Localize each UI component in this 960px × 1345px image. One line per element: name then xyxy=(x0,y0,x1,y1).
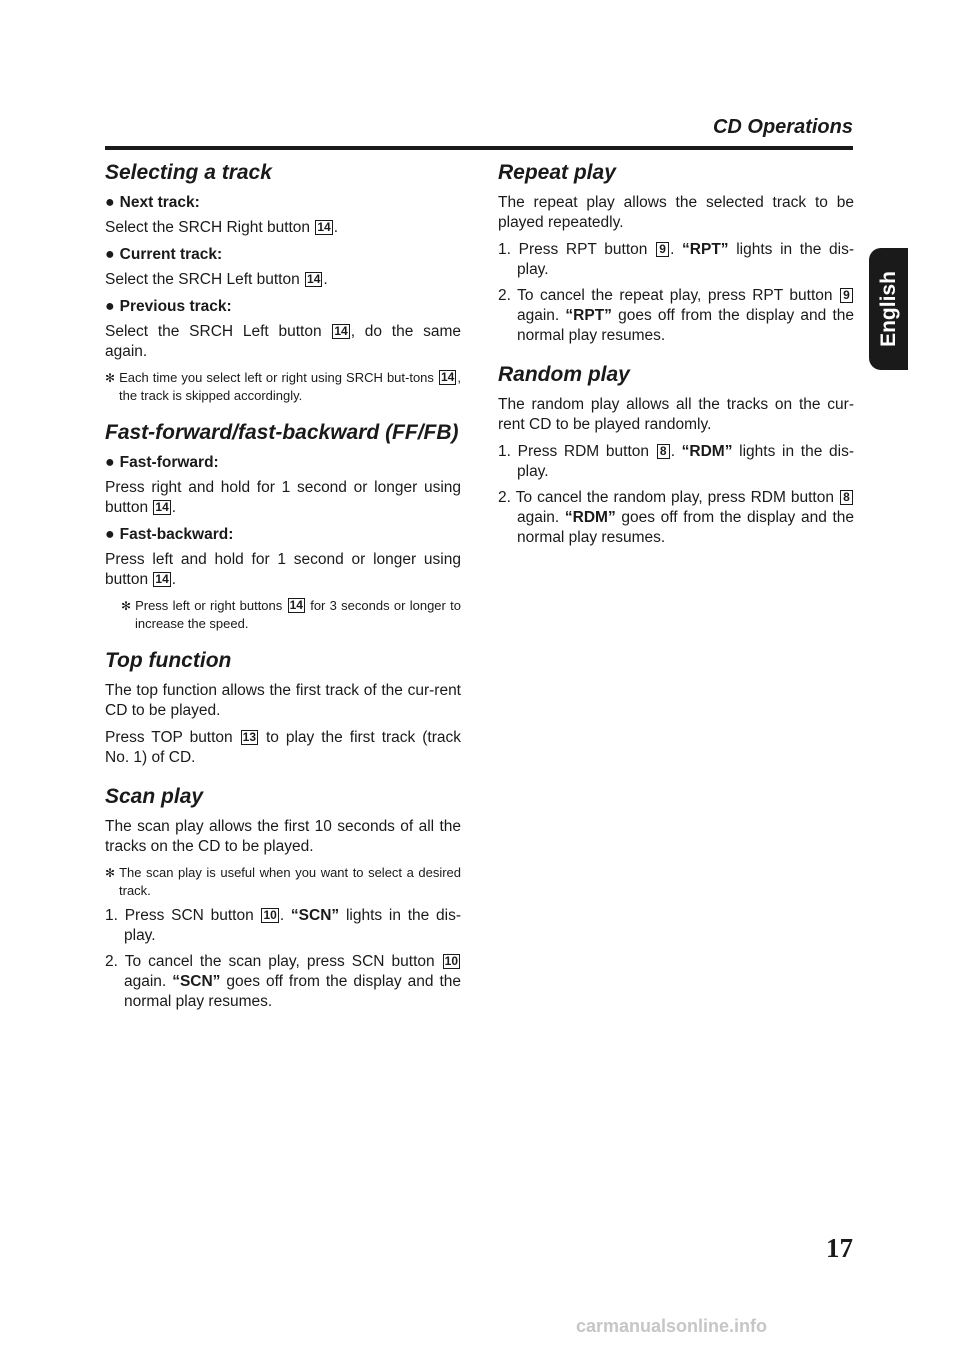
top-function-instr: Press TOP button 13 to play the first track (track No. 1) of CD. xyxy=(105,729,461,766)
button-ref-14: 14 xyxy=(155,572,169,586)
heading-scan-play: Scan play xyxy=(105,785,204,808)
button-ref-9: 9 xyxy=(656,242,669,257)
page-header xyxy=(105,114,853,150)
note-scan: ✻ The scan play is useful when you want to select a desired track. xyxy=(105,865,461,898)
button-ref-8: 8 xyxy=(657,444,670,459)
footer-watermark: carmanualsonline.info xyxy=(576,1316,768,1336)
heading-selecting-track: Selecting a track xyxy=(105,161,272,184)
heading-ff-fb: Fast-forward/fast-backward (FF/FB) xyxy=(105,421,459,444)
random-step-1: 1. Press RDM button 8 . “RDM” lights in the dis-play. xyxy=(498,443,854,480)
current-track-text: Select the SRCH Left button 14 . xyxy=(105,271,328,288)
random-step-2: 2. To cancel the random play, press RDM button 8 again. “RDM” goes off from the display and the normal play resumes. xyxy=(498,489,855,546)
asterisk-icon: ✻ xyxy=(105,371,116,385)
bullet-previous-track: ● Previous track: xyxy=(105,298,232,315)
repeat-step-2: 2. To cancel the repeat play, press RPT button 9 again. “RPT” goes off from the display and the normal play resumes. xyxy=(498,287,854,344)
button-ref-14: 14 xyxy=(155,500,169,514)
left-column xyxy=(105,160,461,1018)
previous-track-text: Select the SRCH Left button 14 , do the same again. xyxy=(105,323,462,360)
section-title: CD Operations xyxy=(712,116,853,138)
fast-backward-text: Press left and hold for 1 second or longer using button 14 . xyxy=(105,551,461,588)
bullet-current-track: ● Current track: xyxy=(105,246,223,263)
asterisk-icon: ✻ xyxy=(105,866,116,880)
bullet-icon: ● xyxy=(105,454,115,471)
button-ref-9: 9 xyxy=(840,288,853,303)
button-ref-14: 14 xyxy=(289,598,303,612)
bullet-next-track: ● Next track: xyxy=(105,194,200,211)
note-speed: ✻ Press left or right buttons 14 for 3 seconds or longer to increase the speed. xyxy=(121,598,461,631)
heading-top-function: Top function xyxy=(105,649,232,672)
scan-play-desc: The scan play allows the first 10 seconds of all the tracks on the CD to be played. xyxy=(105,818,461,855)
bullet-icon: ● xyxy=(105,246,115,263)
random-play-desc: The random play allows all the tracks on the cur-rent CD to be played randomly. xyxy=(498,396,854,433)
bullet-icon: ● xyxy=(105,526,115,543)
next-track-text: Select the SRCH Right button 14 . xyxy=(105,219,339,236)
bullet-icon: ● xyxy=(105,194,115,211)
button-ref-8: 8 xyxy=(840,490,853,505)
button-ref-14: 14 xyxy=(317,220,331,234)
top-function-desc: The top function allows the first track of the cur-rent CD to be played. xyxy=(105,682,461,719)
button-ref-10: 10 xyxy=(263,908,277,922)
heading-repeat-play: Repeat play xyxy=(498,161,616,184)
button-ref-10: 10 xyxy=(444,954,459,968)
bullet-icon: ● xyxy=(105,298,115,315)
fast-forward-text: Press right and hold for 1 second or longer using button 14 . xyxy=(105,479,461,516)
language-tab-label: English xyxy=(876,271,900,347)
button-ref-13: 13 xyxy=(242,730,256,744)
bullet-fast-forward: ● Fast-forward: xyxy=(105,454,219,471)
repeat-step-1: 1. Press RPT button 9 . “RPT” lights in the dis-play. xyxy=(498,241,854,278)
page-number: 17 xyxy=(826,1233,853,1263)
right-column xyxy=(498,160,854,554)
bullet-fast-backward: ● Fast-backward: xyxy=(105,526,234,543)
repeat-play-desc: The repeat play allows the selected track to be played repeatedly. xyxy=(498,194,854,231)
button-ref-14: 14 xyxy=(307,272,321,286)
button-ref-14: 14 xyxy=(441,370,455,384)
scan-step-2: 2. To cancel the scan play, press SCN button 10 again. “SCN” goes off from the display and the normal play resumes. xyxy=(105,953,461,1010)
heading-random-play: Random play xyxy=(498,363,630,386)
asterisk-icon: ✻ xyxy=(121,599,132,613)
language-tab xyxy=(869,248,908,370)
button-ref-14: 14 xyxy=(334,324,348,338)
note-srch: ✻ Each time you select left or right using SRCH but-tons 14 , the track is skipped accordingly. xyxy=(105,370,461,403)
scan-step-1: 1. Press SCN button 10 . “SCN” lights in the dis-play. xyxy=(105,907,462,944)
